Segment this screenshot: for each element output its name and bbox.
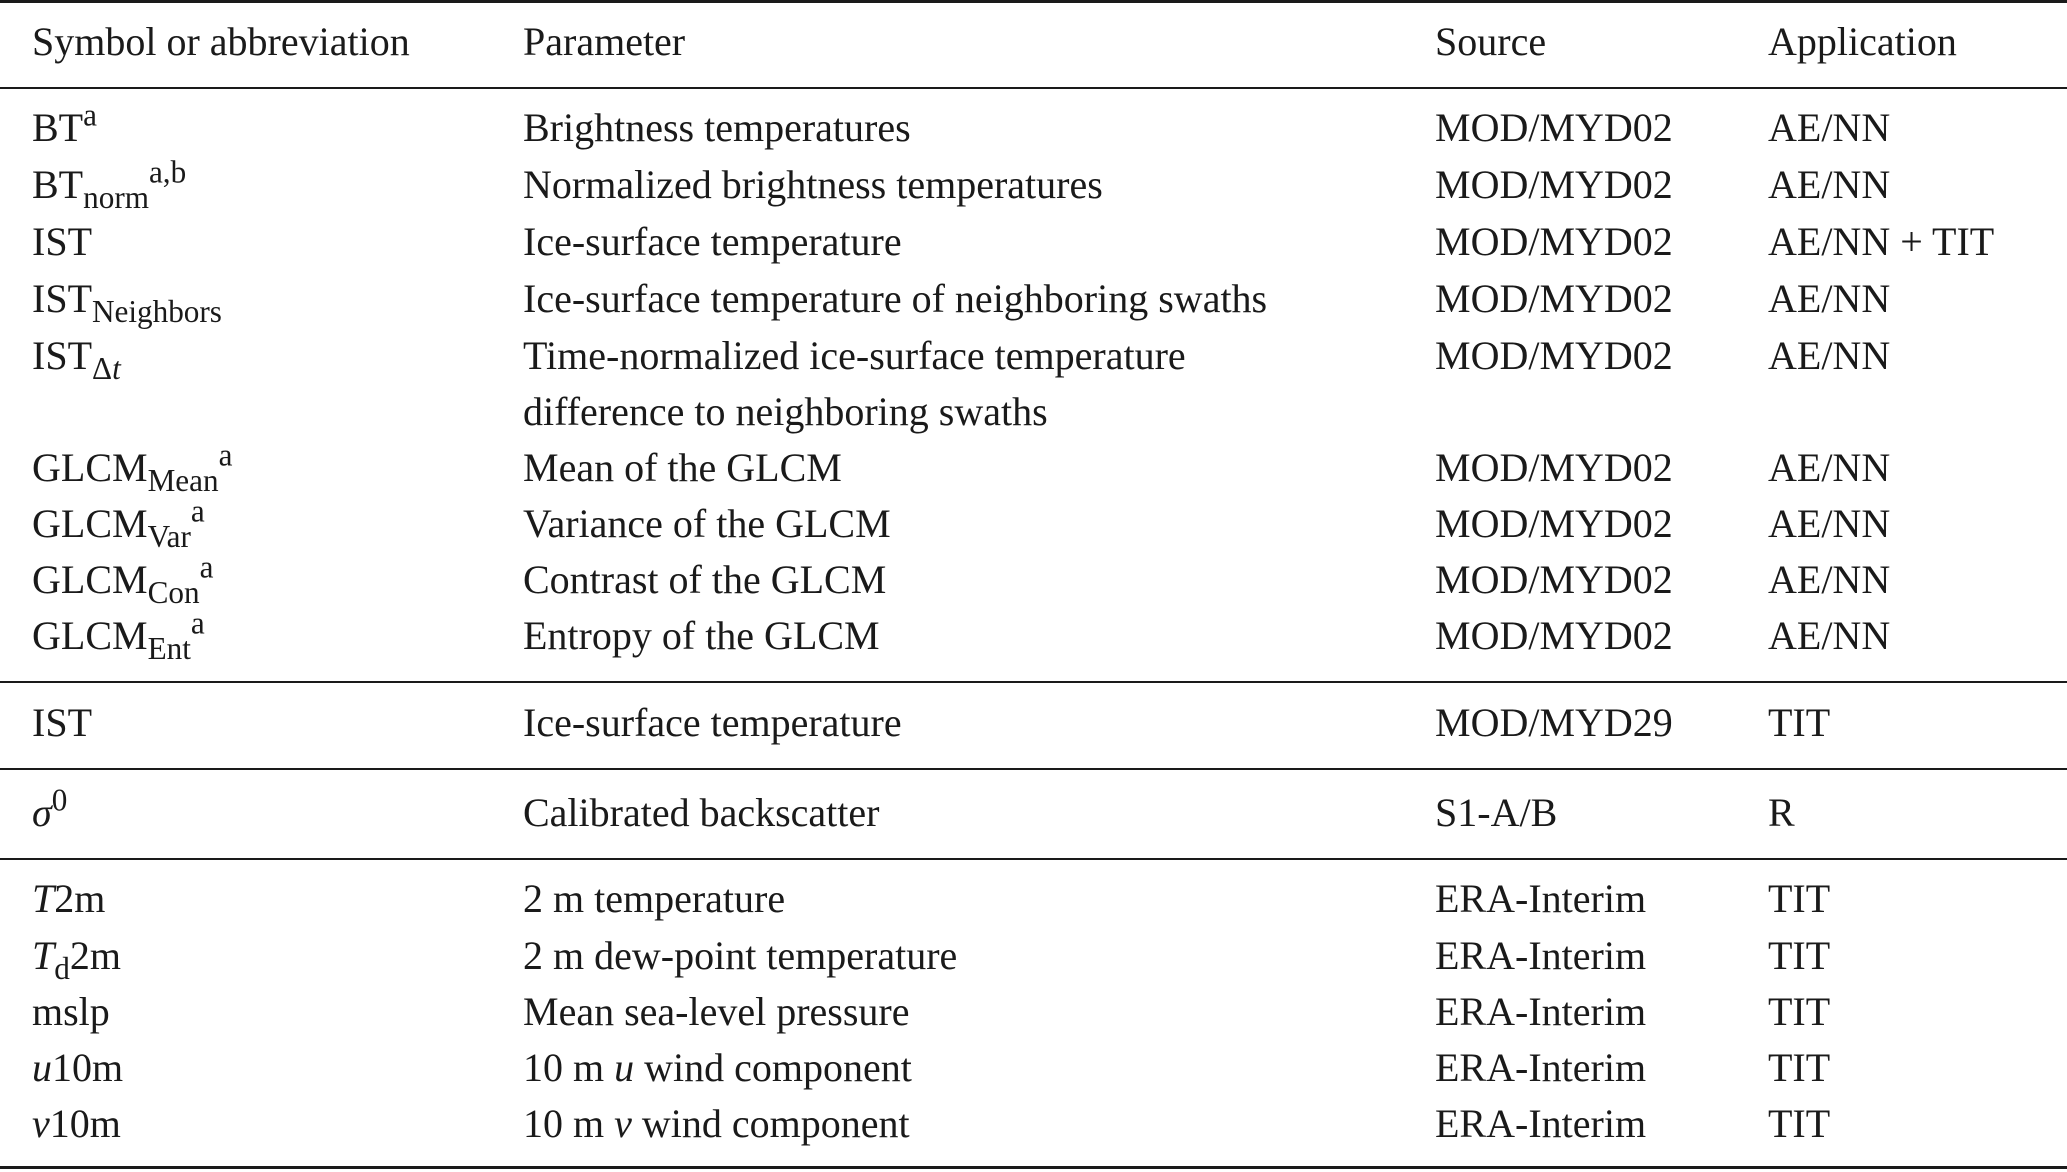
header-rule (0, 87, 2067, 89)
header-parameter: Parameter (523, 19, 686, 64)
parameter-cell: Contrast of the GLCM (523, 557, 887, 602)
source-cell: MOD/MYD02 (1435, 501, 1673, 546)
parameter-cell: Ice-surface temperature of neighboring swaths (523, 276, 1268, 321)
symbol-cell: $GLCM_{Ent}^a$ (32, 605, 205, 666)
application-cell: AE/NN (1768, 105, 1891, 150)
application-cell: AE/NN (1768, 557, 1891, 602)
application-cell: TIT (1768, 933, 1831, 978)
source-cell: MOD/MYD02 (1435, 557, 1673, 602)
application-cell: AE/NN (1768, 333, 1891, 378)
application-cell: AE/NN (1768, 613, 1891, 658)
source-cell: ERA-Interim (1435, 1101, 1647, 1146)
source-cell: ERA-Interim (1435, 1045, 1647, 1090)
source-cell: MOD/MYD02 (1435, 105, 1673, 150)
symbol-cell: v10m (32, 1101, 121, 1146)
section-rule-1 (0, 681, 2067, 683)
symbol-cell: $GLCM_{Var}^a$ (32, 493, 205, 554)
application-cell: TIT (1768, 1045, 1831, 1090)
application-cell: AE/NN + TIT (1768, 219, 1995, 264)
parameter-cell: 10 m v wind component (523, 1101, 910, 1146)
header-symbol: Symbol or abbreviation (32, 19, 410, 64)
symbol-cell: $BT_{norm}^{a,b}$ (32, 154, 187, 215)
parameter-cell: Variance of the GLCM (523, 501, 891, 546)
source-cell: MOD/MYD02 (1435, 219, 1673, 264)
source-cell: S1-A/B (1435, 790, 1558, 835)
source-cell: MOD/MYD02 (1435, 613, 1673, 658)
header-source: Source (1435, 19, 1547, 64)
symbol-cell: $GLCM_{Mean}^a$ (32, 437, 233, 498)
parameter-cell: Time-normalized ice-surface temperature difference to neighboring swaths (523, 333, 1186, 434)
symbol-cell: IST (32, 700, 92, 745)
symbol-cell: $IST_{\Delta t}$ (32, 333, 121, 386)
application-cell: TIT (1768, 700, 1831, 745)
application-cell: AE/NN (1768, 162, 1891, 207)
top-rule (0, 0, 2067, 3)
source-cell: ERA-Interim (1435, 989, 1647, 1034)
application-cell: R (1768, 790, 1795, 835)
application-cell: TIT (1768, 989, 1831, 1034)
symbol-cell: IST (32, 219, 92, 264)
parameter-cell: 2 m temperature (523, 876, 786, 921)
symbol-cell: T2m (32, 876, 106, 921)
symbol-cell: $\sigma^0$ (32, 782, 68, 835)
source-cell: MOD/MYD02 (1435, 162, 1673, 207)
symbol-cell: u10m (32, 1045, 124, 1090)
symbol-cell: $T_d2m$ (32, 933, 121, 986)
parameter-cell: Brightness temperatures (523, 105, 911, 150)
source-cell: MOD/MYD02 (1435, 333, 1673, 378)
parameter-cell: Mean sea-level pressure (523, 989, 910, 1034)
source-cell: MOD/MYD02 (1435, 445, 1673, 490)
symbol-cell: $GLCM_{Con}^a$ (32, 549, 214, 610)
source-cell: ERA-Interim (1435, 933, 1647, 978)
parameter-cell: Ice-surface temperature (523, 700, 902, 745)
application-cell: TIT (1768, 1101, 1831, 1146)
application-cell: AE/NN (1768, 276, 1891, 321)
header-application: Application (1768, 19, 1957, 64)
parameter-cell: Normalized brightness temperatures (523, 162, 1103, 207)
parameter-cell: Entropy of the GLCM (523, 613, 880, 658)
symbol-cell: $IST_{Neighbors}$ (32, 276, 222, 329)
application-cell: AE/NN (1768, 445, 1891, 490)
section-rule-3 (0, 858, 2067, 860)
parameter-cell: 2 m dew-point temperature (523, 933, 958, 978)
source-cell: ERA-Interim (1435, 876, 1647, 921)
symbol-cell: mslp (32, 989, 110, 1034)
parameter-cell: Mean of the GLCM (523, 445, 842, 490)
application-cell: TIT (1768, 876, 1831, 921)
section-rule-2 (0, 768, 2067, 770)
parameter-cell: Ice-surface temperature (523, 219, 902, 264)
bottom-rule (0, 1166, 2067, 1169)
application-cell: AE/NN (1768, 501, 1891, 546)
symbol-cell: $BT^a$ (32, 97, 97, 150)
source-cell: MOD/MYD29 (1435, 700, 1673, 745)
source-cell: MOD/MYD02 (1435, 276, 1673, 321)
parameter-cell: Calibrated backscatter (523, 790, 880, 835)
parameter-cell: 10 m u wind component (523, 1045, 912, 1090)
